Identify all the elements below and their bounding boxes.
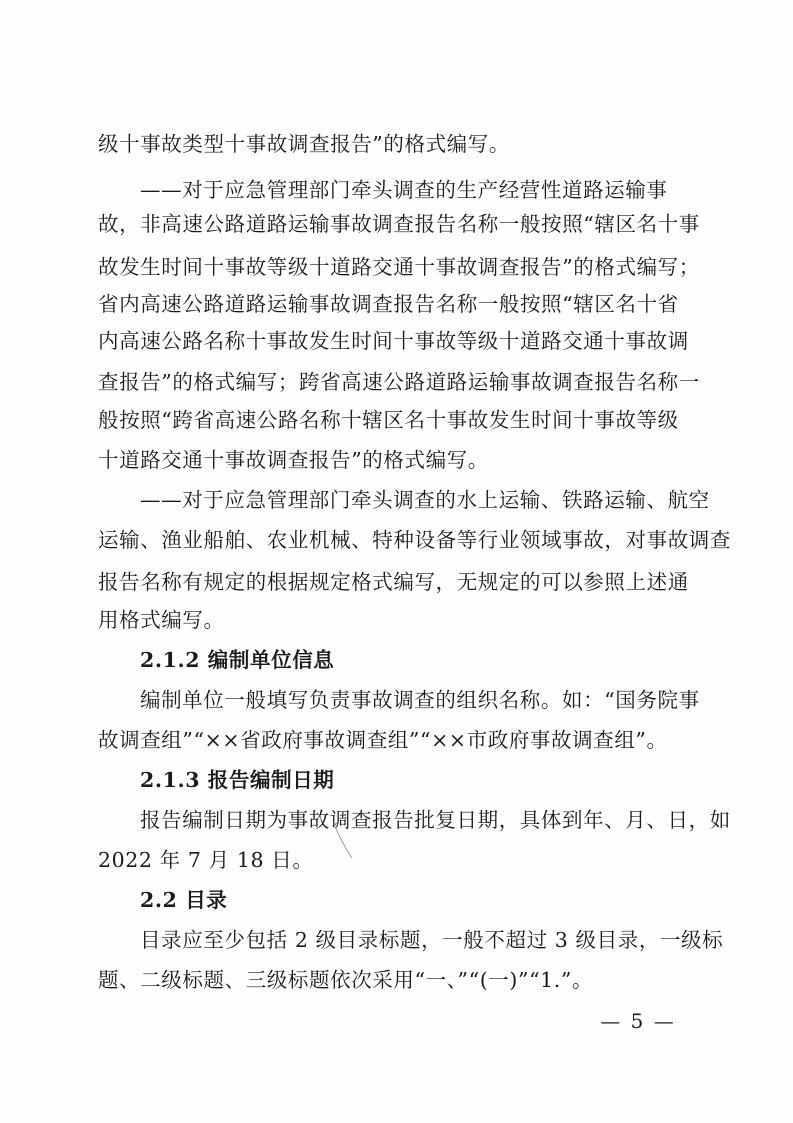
- paragraph-line: 运输、渔业船舶、农业机械、特种设备等行业领域事故，对事故调查: [98, 528, 731, 552]
- paragraph-line: 查报告”的格式编写；跨省高速公路道路运输事故调查报告名称一: [98, 370, 700, 394]
- paragraph-line: 目录应至少包括 2 级目录标题，一般不超过 3 级目录，一级标: [140, 928, 724, 952]
- paragraph-line: 报告名称有规定的根据规定格式编写，无规定的可以参照上述通: [98, 570, 689, 594]
- page-number: — 5 —: [600, 1009, 676, 1033]
- paragraph-line: 2022 年 7 月 18 日。: [98, 848, 314, 872]
- section-heading: 2.1.3 报告编制日期: [140, 768, 335, 792]
- paragraph-line: 故，非高速公路道路运输事故调查报告名称一般按照“辖区名十事: [98, 212, 700, 236]
- paragraph-line: 报告编制日期为事故调查报告批复日期，具体到年、月、日，如: [140, 808, 731, 832]
- paragraph-line: 用格式编写。: [98, 608, 225, 632]
- paragraph-line: 十道路交通十事故调查报告”的格式编写。: [98, 448, 489, 472]
- section-heading: 2.2 目录: [140, 888, 228, 912]
- paragraph-line: ——对于应急管理部门牵头调查的生产经营性道路运输事: [140, 178, 668, 202]
- section-heading: 2.1.2 编制单位信息: [140, 648, 335, 672]
- stray-pen-mark: [328, 822, 368, 862]
- paragraph-line: 题、二级标题、三级标题依次采用“一、”“(一)”“1.”。: [98, 968, 594, 992]
- paragraph-line: ——对于应急管理部门牵头调查的水上运输、铁路运输、航空: [140, 488, 710, 512]
- paragraph-line: 故调查组”“××省政府事故调查组”“××市政府事故调查组”。: [98, 728, 668, 752]
- paragraph-line: 般按照“跨省高速公路名称十辖区名十事故发生时间十事故等级: [98, 408, 679, 432]
- paragraph-line: 级十事故类型十事故调查报告”的格式编写。: [98, 132, 510, 156]
- paragraph-line: 故发生时间十事故等级十道路交通十事故调查报告”的格式编写；: [98, 255, 700, 279]
- paragraph-line: 省内高速公路道路运输事故调查报告名称一般按照“辖区名十省: [98, 292, 679, 316]
- paragraph-line: 内高速公路名称十事故发生时间十事故等级十道路交通十事故调: [98, 329, 689, 353]
- paragraph-line: 编制单位一般填写负责事故调查的组织名称。如：“国务院事: [140, 688, 700, 712]
